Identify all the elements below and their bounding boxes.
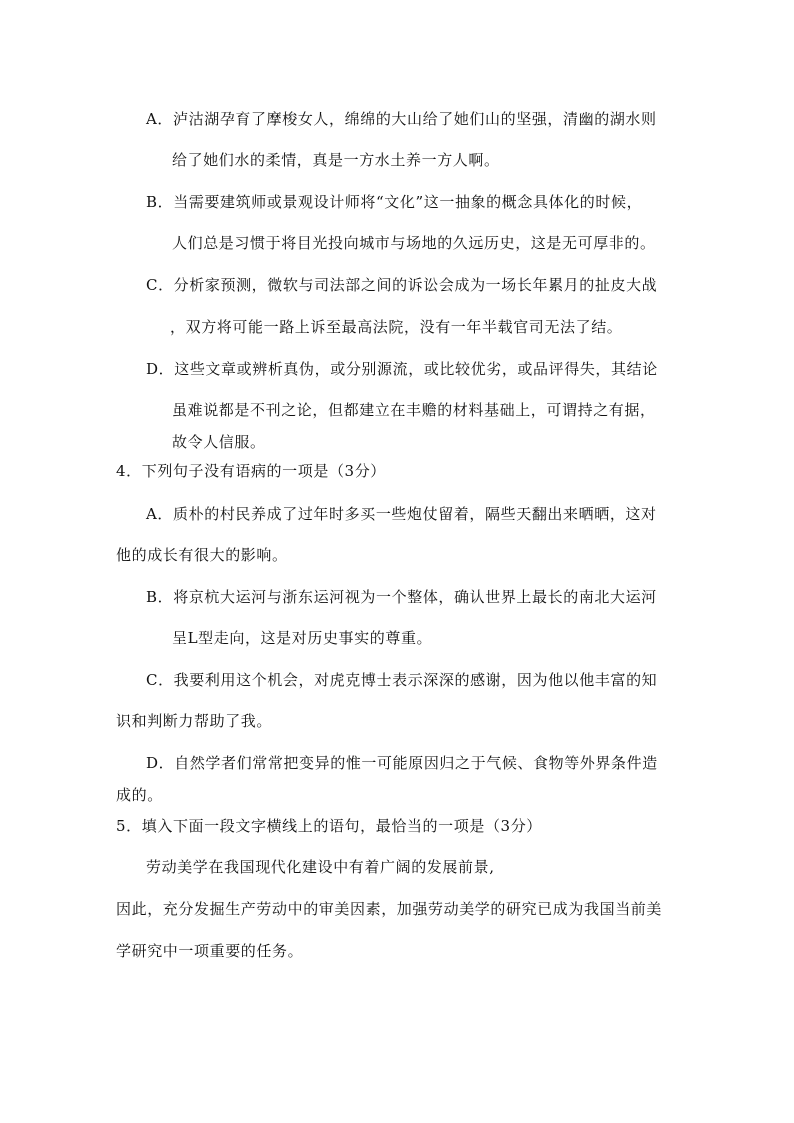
q3-option-d-line3: 故令人信服。 bbox=[172, 433, 266, 451]
q4-option-a-line1: A．质朴的村民养成了过年时多买一些炮仗留着，隔些天翻出来晒晒，这对 bbox=[146, 505, 657, 523]
q4-option-c-line1: C．我要利用这个机会，对虎克博士表示深深的感谢，因为他以他丰富的知 bbox=[146, 671, 658, 689]
q3-option-c-line2: ，双方将可能一路上诉至最高法院，没有一年半载官司无法了结。 bbox=[170, 318, 623, 336]
q3-option-d-line1: D．这些文章或辨析真伪，或分别源流，或比较优劣，或品评得失，其结论 bbox=[146, 360, 658, 378]
q5-paragraph-line2: 因此，充分发掘生产劳动中的审美因素，加强劳动美学的研究已成为我国当前美 bbox=[116, 900, 663, 918]
q3-option-b-line1: B．当需要建筑师或景观设计师将“文化”这一抽象的概念具体化的时候， bbox=[146, 193, 643, 211]
q4-option-d-line1: D．自然学者们常常把变异的惟一可能原因归之于气候、食物等外界条件造 bbox=[146, 754, 658, 772]
q3-option-a-line2: 给了她们水的柔情，真是一方水土养一方人啊。 bbox=[172, 151, 500, 169]
q5-stem: 5．填入下面一段文字横线上的语句，最恰当的一项是（3分） bbox=[116, 817, 542, 835]
q4-option-b-line1: B．将京杭大运河与浙东运河视为一个整体，确认世界上最长的南北大运河 bbox=[146, 588, 657, 606]
q4-option-c-line2: 识和判断力帮助了我。 bbox=[116, 712, 273, 730]
q3-option-c-line1: C．分析家预测，微软与司法部之间的诉讼会成为一场长年累月的扯皮大战 bbox=[146, 276, 658, 294]
q4-option-a-line2: 他的成长有很大的影响。 bbox=[116, 546, 288, 564]
q3-option-d-line2: 虽难说都是不刊之论，但都建立在丰赡的材料基础上，可谓持之有据， bbox=[172, 401, 656, 419]
q4-option-d-line2: 成的。 bbox=[116, 786, 163, 804]
q4-stem: 4．下列句子没有语病的一项是（3分） bbox=[116, 462, 386, 480]
q4-option-b-line2: 呈L型走向，这是对历史事实的尊重。 bbox=[172, 629, 433, 647]
q5-paragraph-line1: 劳动美学在我国现代化建设中有着广阔的发展前景, bbox=[146, 858, 495, 876]
q5-paragraph-line3: 学研究中一项重要的任务。 bbox=[116, 942, 304, 960]
q3-option-a-line1: A．泸沽湖孕育了摩梭女人，绵绵的大山给了她们山的坚强，清幽的湖水则 bbox=[146, 110, 657, 128]
q3-option-b-line2: 人们总是习惯于将目光投向城市与场地的久远历史，这是无可厚非的。 bbox=[172, 234, 656, 252]
